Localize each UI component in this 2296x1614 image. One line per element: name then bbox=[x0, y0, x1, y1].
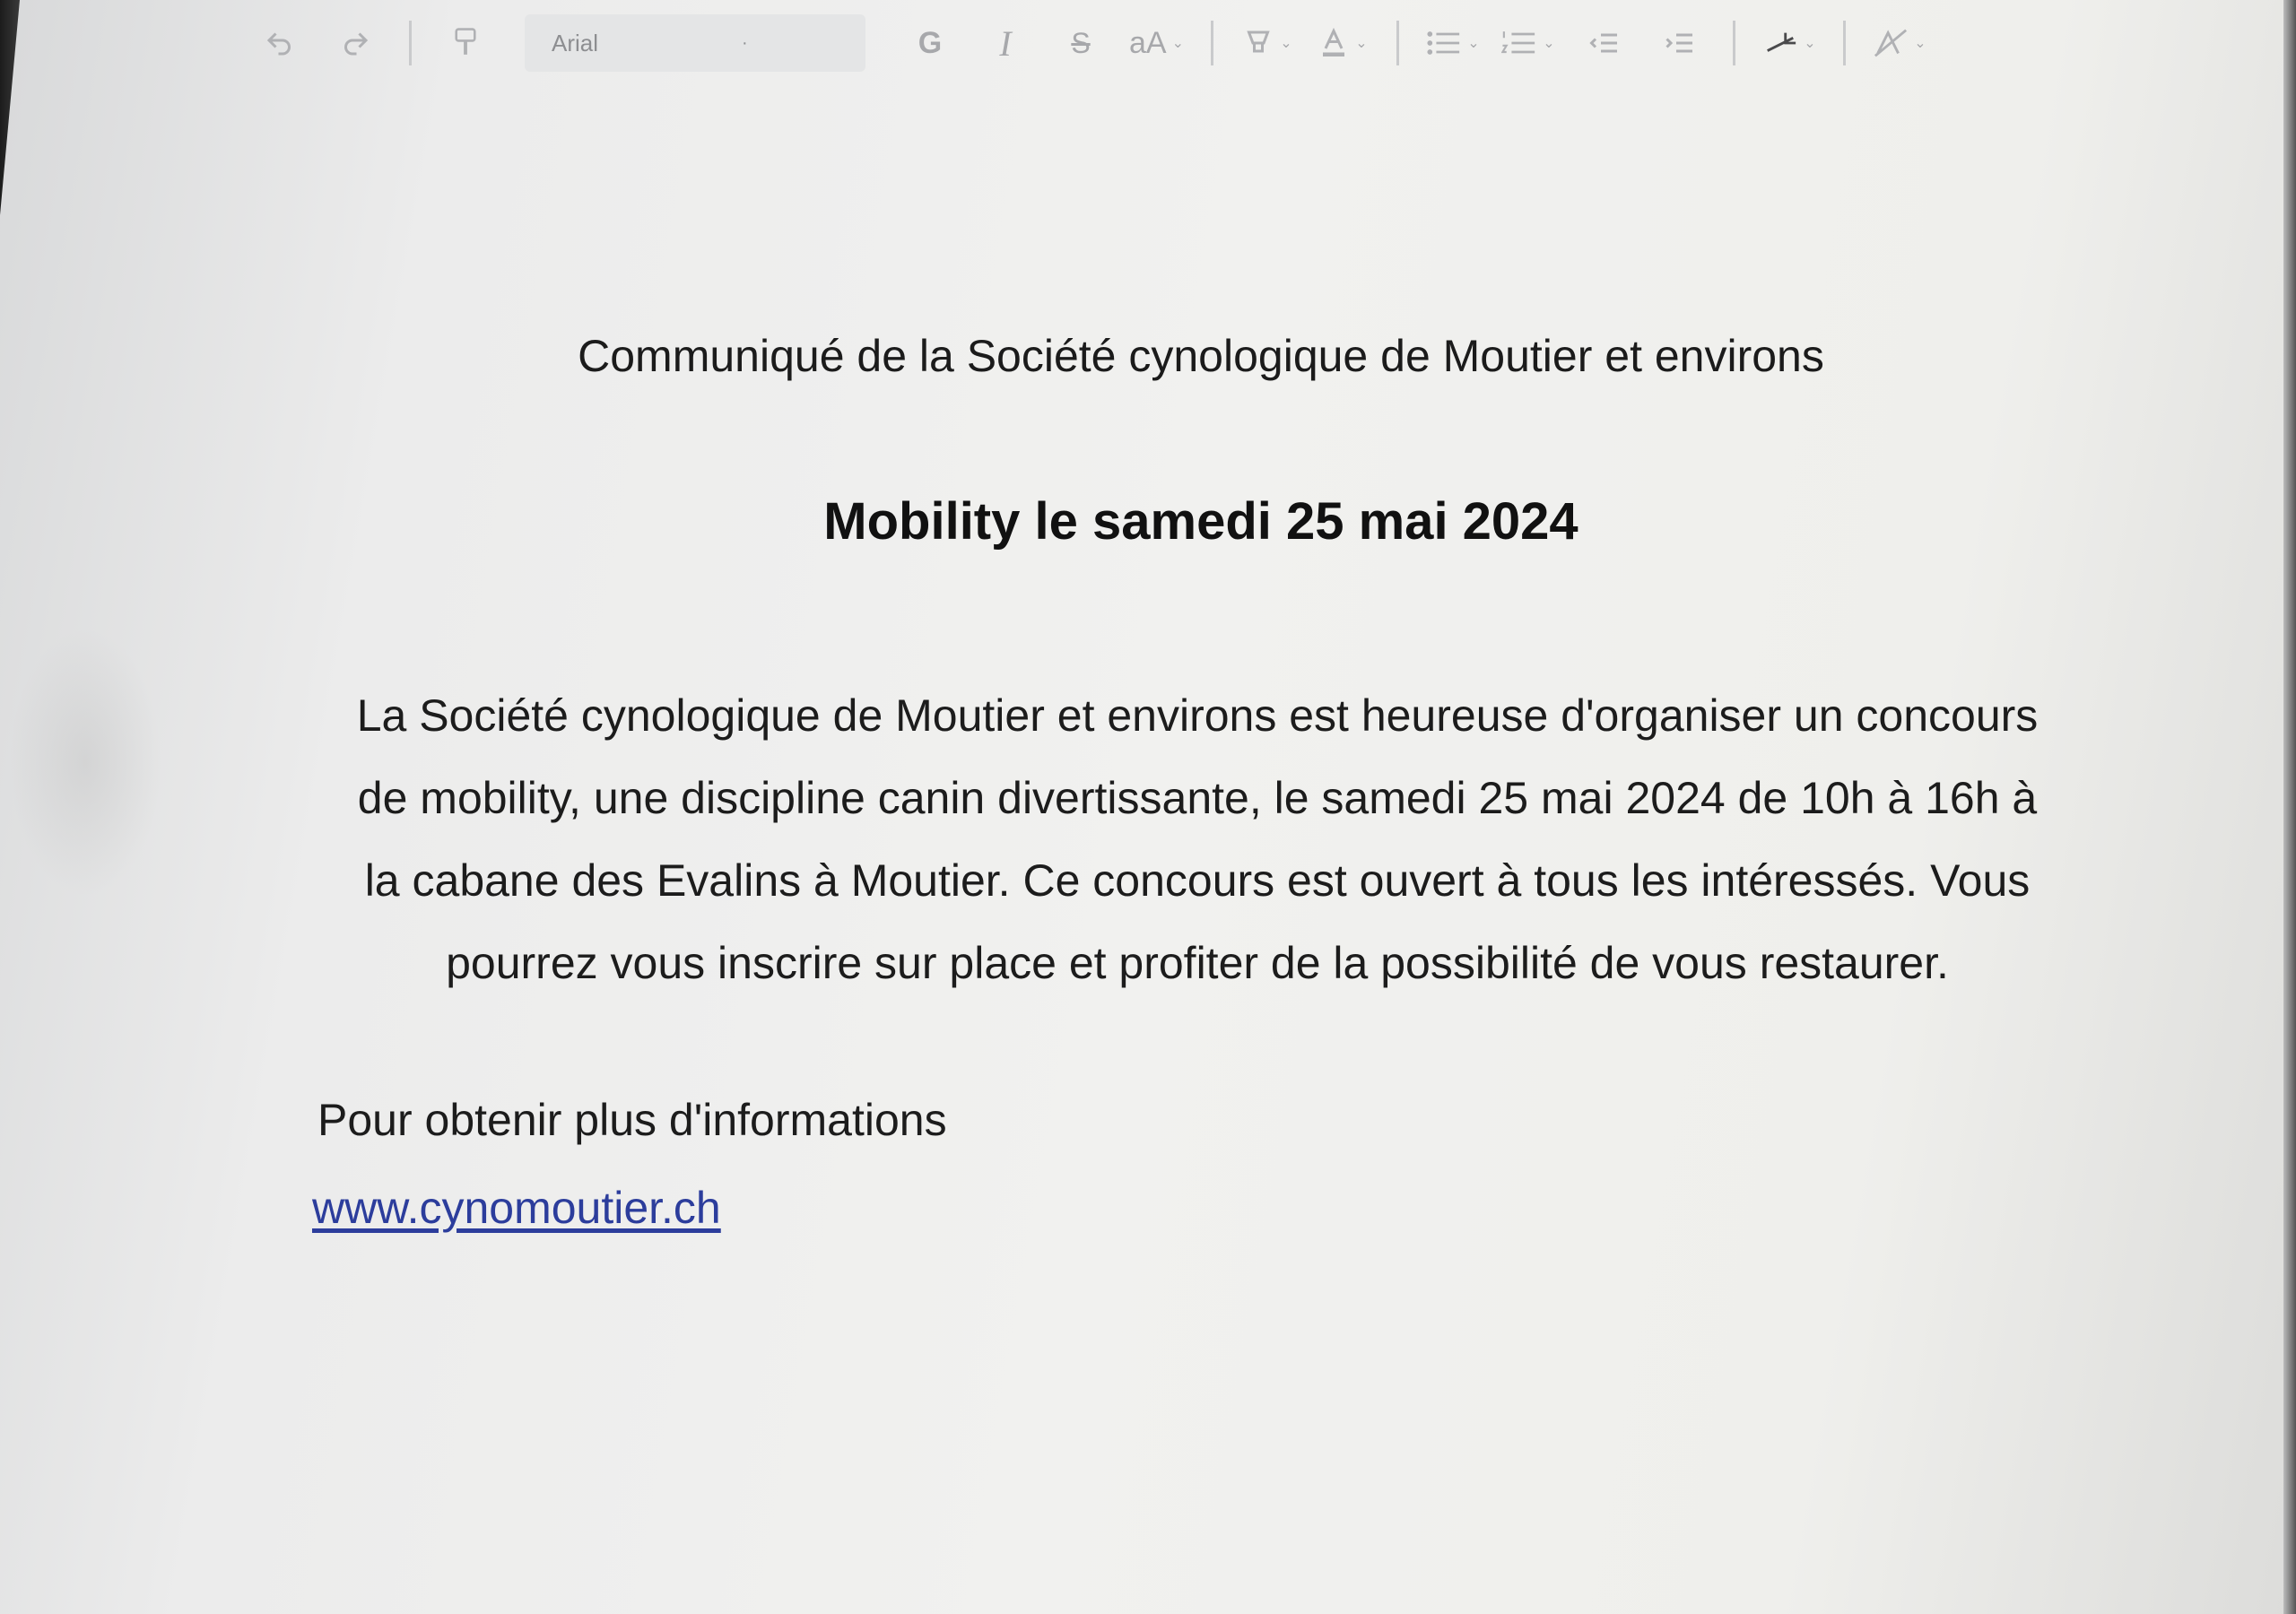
redo-icon bbox=[339, 27, 371, 59]
highlight-button[interactable] bbox=[1240, 16, 1294, 70]
website-link[interactable]: www.cynomoutier.ch bbox=[312, 1183, 721, 1233]
toolbar-divider bbox=[1733, 21, 1735, 65]
chevron-down-icon: ⌄ bbox=[1355, 36, 1368, 51]
numbered-list-icon bbox=[1501, 27, 1537, 59]
text-color-icon bbox=[1318, 27, 1350, 59]
clear-format-button[interactable] bbox=[1873, 16, 1926, 70]
highlighter-icon bbox=[1242, 27, 1274, 59]
font-family-select[interactable] bbox=[525, 14, 865, 72]
bullet-list-icon bbox=[1426, 27, 1462, 59]
chevron-down-icon: ⌄ bbox=[1467, 36, 1480, 51]
toolbar-divider bbox=[409, 21, 412, 65]
increase-indent-button[interactable] bbox=[1652, 16, 1706, 70]
outdent-icon bbox=[1587, 27, 1620, 59]
format-painter-button[interactable] bbox=[439, 16, 492, 70]
document-heading: Mobility le samedi 25 mai 2024 bbox=[823, 492, 1578, 551]
italic-button[interactable]: I bbox=[999, 22, 1012, 64]
text-direction-icon bbox=[1762, 27, 1798, 59]
dropdown-marker-icon: · bbox=[742, 32, 748, 53]
numbered-list-button[interactable] bbox=[1501, 16, 1555, 70]
chevron-down-icon: ⌄ bbox=[1914, 36, 1926, 51]
screen-bezel bbox=[0, 0, 20, 215]
decrease-indent-button[interactable] bbox=[1577, 16, 1631, 70]
clear-format-icon bbox=[1873, 27, 1909, 59]
font-size-label: aA bbox=[1129, 25, 1167, 60]
bullet-list-button[interactable] bbox=[1426, 16, 1480, 70]
chevron-down-icon: ⌄ bbox=[1543, 36, 1555, 51]
screen-edge bbox=[2283, 0, 2296, 1614]
formatting-toolbar bbox=[242, 0, 2260, 86]
body-paragraph: La Société cynologique de Moutier et environs est heureuse d'organiser un concours de mobility, une discipline canin divertissante, le samedi 25 mai 2024 de 10h à 16h à la cabane des Evalins à Moutier. Ce concours est ouvert à tous les intéressés. Vous pourrez vous inscrire sur place et profiter de la possibilité de vous restaurer. bbox=[356, 690, 2039, 988]
undo-icon bbox=[264, 27, 296, 59]
text-color-button[interactable] bbox=[1316, 16, 1370, 70]
chevron-down-icon: ⌄ bbox=[1280, 36, 1292, 51]
indent-icon bbox=[1663, 27, 1695, 59]
bold-button[interactable]: G bbox=[918, 25, 943, 60]
paint-brush-icon bbox=[451, 27, 480, 59]
screen-smudge bbox=[9, 628, 161, 897]
strikethrough-button[interactable]: S bbox=[1071, 26, 1091, 59]
info-text: Pour obtenir plus d'informations bbox=[317, 1095, 947, 1145]
chevron-down-icon: ⌄ bbox=[1171, 36, 1184, 51]
document-title: Communiqué de la Société cynologique de Moutier et environs bbox=[578, 331, 1824, 381]
text-direction-button[interactable] bbox=[1762, 16, 1816, 70]
font-family-value: Arial bbox=[552, 29, 599, 56]
font-size-button[interactable] bbox=[1129, 16, 1184, 70]
toolbar-divider bbox=[1211, 21, 1213, 65]
toolbar-divider bbox=[1843, 21, 1846, 65]
toolbar-divider bbox=[1396, 21, 1399, 65]
undo-button[interactable] bbox=[253, 16, 307, 70]
chevron-down-icon: ⌄ bbox=[1804, 36, 1816, 51]
redo-button[interactable] bbox=[328, 16, 382, 70]
